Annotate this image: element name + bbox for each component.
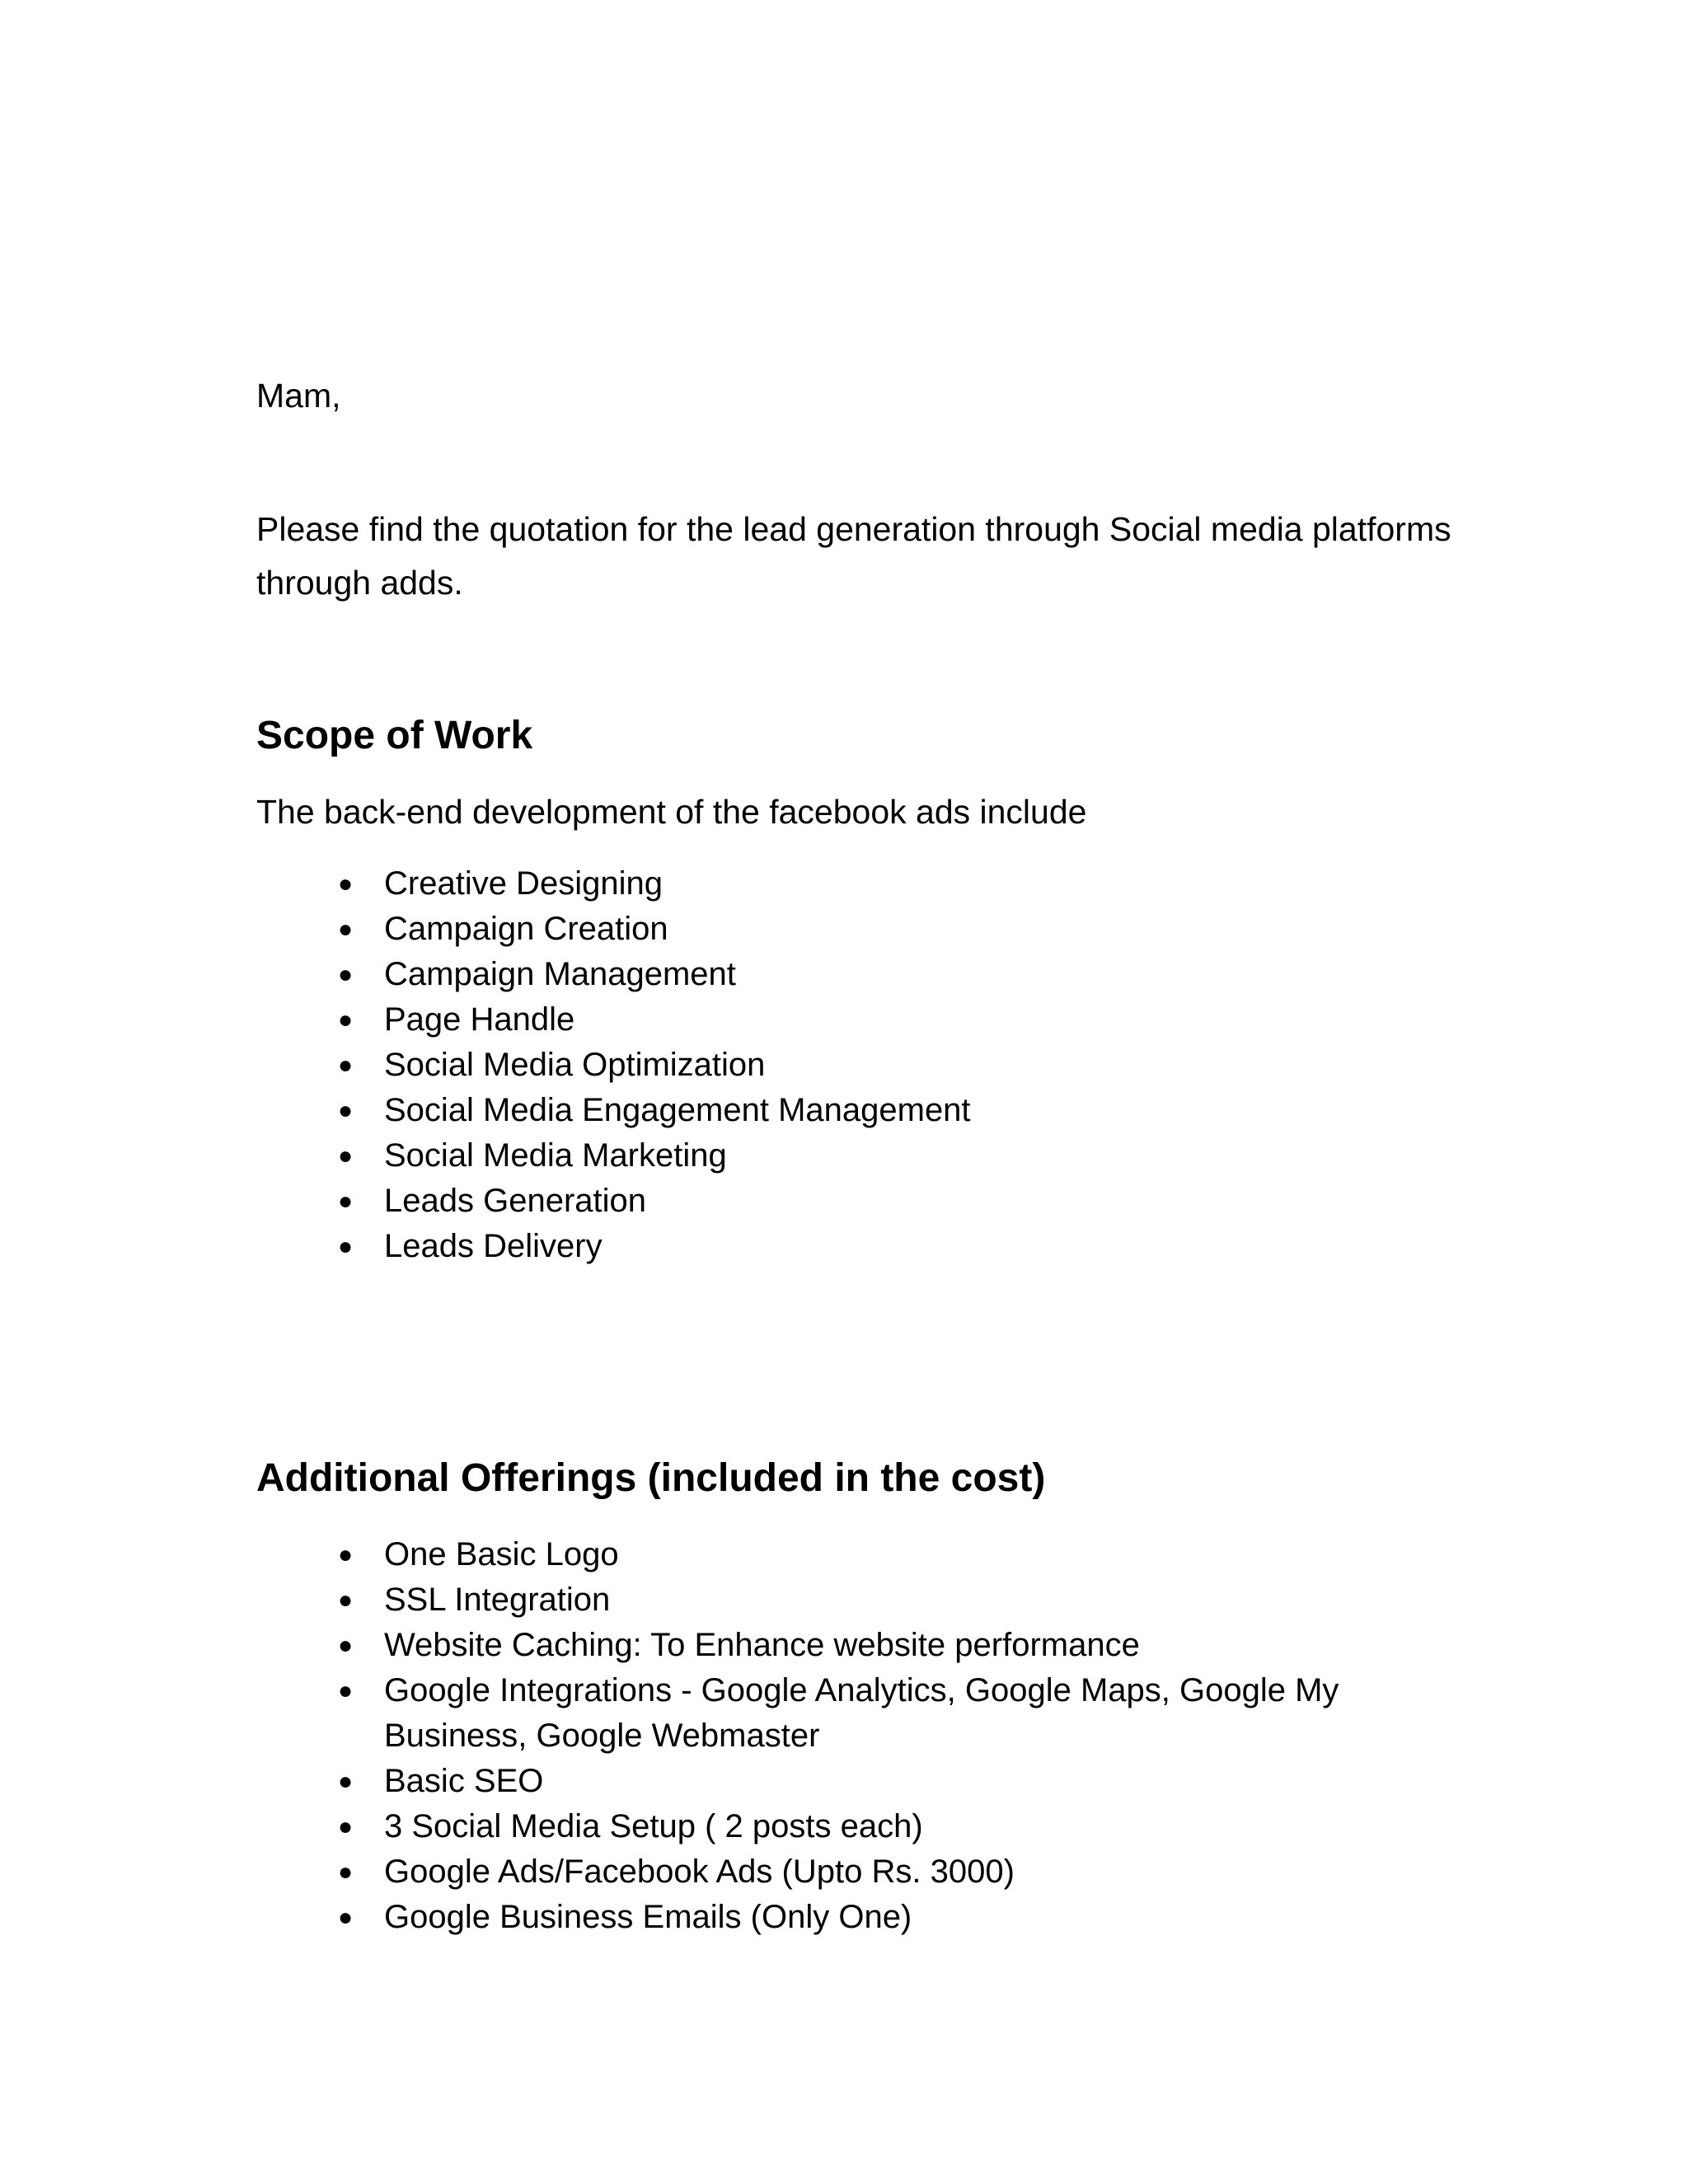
intro-line-1: Please find the quotation for the lead generation through Social media platforms (256, 510, 1451, 548)
bullet-icon: ● (338, 916, 354, 943)
bullet-icon: ● (338, 1233, 354, 1260)
list-item-label-continued: Business, Google Webmaster (384, 1718, 820, 1754)
list-item-label: Campaign Management (384, 956, 736, 992)
list-item-label: Google Integrations - Google Analytics, Google Maps, Google My (384, 1672, 1339, 1708)
list-item-label: Google Business Emails (Only One) (384, 1899, 912, 1935)
bullet-icon: ● (338, 1541, 354, 1568)
scope-heading: Scope of Work (256, 714, 533, 757)
additional-list (0, 1532, 1373, 1940)
list-item-label: SSL Integration (384, 1582, 611, 1618)
bullet-icon: ● (338, 1142, 354, 1169)
list-item (0, 861, 971, 907)
scope-intro: The back-end development of the facebook ads include (256, 793, 1087, 831)
bullet-icon: ● (338, 1858, 354, 1886)
bullet-icon: ● (338, 1188, 354, 1215)
bullet-icon: ● (338, 1632, 354, 1659)
list-item-label: Social Media Marketing (384, 1137, 727, 1174)
list-item (0, 1759, 1373, 1804)
bullet-icon: ● (338, 961, 354, 988)
list-item-label: Page Handle (384, 1001, 575, 1038)
additional-heading: Additional Offerings (included in the cost) (256, 1456, 1046, 1500)
list-item-label: Basic SEO (384, 1763, 544, 1799)
list-item-label: Social Media Optimization (384, 1047, 766, 1083)
list-item (0, 1668, 1373, 1759)
bullet-icon: ● (338, 1052, 354, 1079)
list-item-label: One Basic Logo (384, 1536, 619, 1572)
list-item-label: Social Media Engagement Management (384, 1092, 971, 1128)
list-item-label: Campaign Creation (384, 911, 668, 947)
list-item (0, 1133, 971, 1179)
bullet-icon: ● (338, 1813, 354, 1840)
bullet-icon: ● (338, 1768, 354, 1795)
list-item-label: Creative Designing (384, 865, 663, 902)
list-item (0, 1804, 1373, 1849)
list-item (0, 1224, 971, 1269)
list-item (0, 1623, 1373, 1668)
scope-list (0, 861, 971, 1269)
list-item (0, 1179, 971, 1224)
list-item-label: Leads Generation (384, 1183, 647, 1219)
list-item (0, 1088, 971, 1133)
list-item (0, 907, 971, 952)
list-item (0, 952, 971, 997)
bullet-icon: ● (338, 1904, 354, 1931)
bullet-icon: ● (338, 1677, 354, 1704)
list-item-label: Leads Delivery (384, 1228, 603, 1264)
list-item (0, 1849, 1373, 1895)
bullet-icon: ● (338, 1006, 354, 1033)
list-item-label: 3 Social Media Setup ( 2 posts each) (384, 1808, 923, 1844)
bullet-icon: ● (338, 870, 354, 898)
salutation: Mam, (256, 377, 341, 415)
list-item-label: Website Caching: To Enhance website performance (384, 1627, 1140, 1663)
list-item (0, 1532, 1373, 1577)
list-item (0, 1043, 971, 1088)
list-item (0, 1895, 1373, 1940)
list-item (0, 1577, 1373, 1623)
bullet-icon: ● (338, 1097, 354, 1124)
list-item (0, 997, 971, 1043)
bullet-icon: ● (338, 1586, 354, 1614)
list-item-label: Google Ads/Facebook Ads (Upto Rs. 3000) (384, 1854, 1015, 1890)
intro-line-2: through adds. (256, 564, 463, 602)
